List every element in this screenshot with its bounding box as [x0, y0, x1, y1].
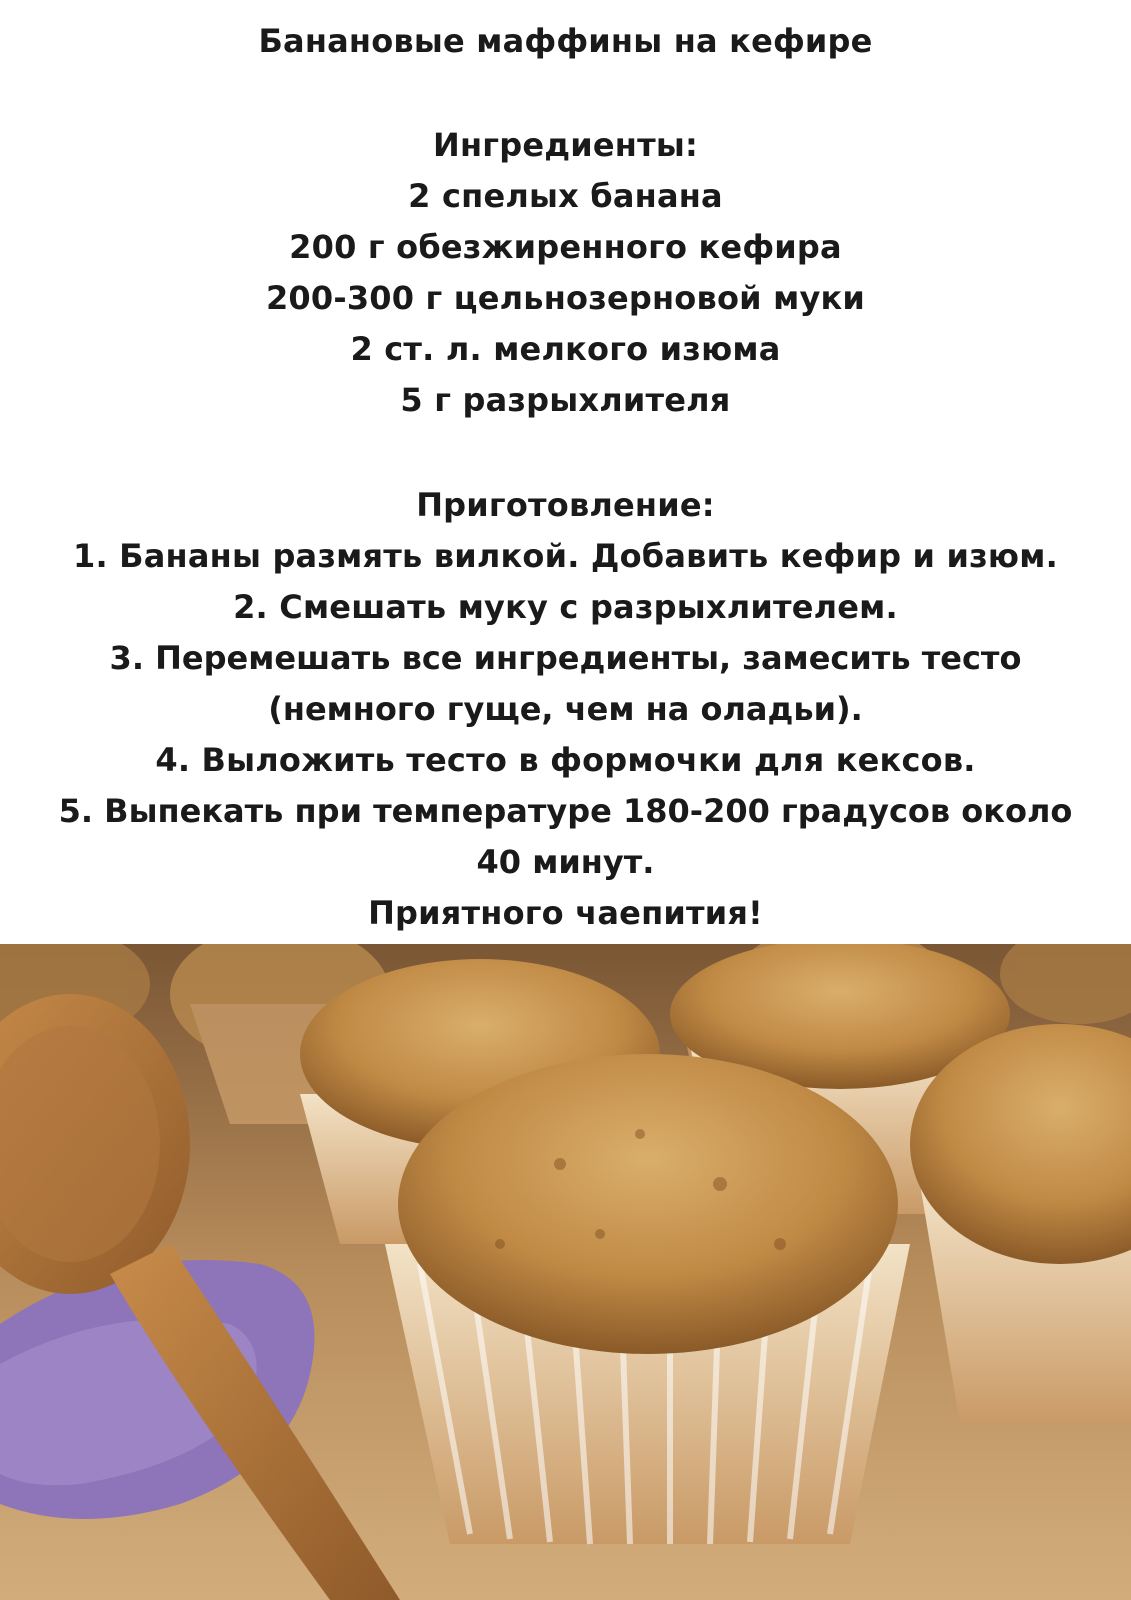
ingredient-item: 5 г разрыхлителя — [400, 381, 731, 419]
preparation-step: 1. Бананы размять вилкой. Добавить кефир и изюм. — [73, 537, 1058, 575]
ingredient-item: 200 г обезжиренного кефира — [289, 228, 842, 266]
preparation-step: 4. Выложить тесто в формочки для кексов. — [155, 741, 976, 779]
preparation-heading: Приготовление: — [416, 486, 715, 524]
ingredient-item: 2 спелых банана — [408, 177, 723, 215]
preparation-step: 2. Смешать муку с разрыхлителем. — [233, 588, 898, 626]
ingredients-heading: Ингредиенты: — [433, 126, 698, 164]
main-muffin — [385, 1054, 910, 1544]
muffins-photo — [0, 944, 1131, 1600]
closing-text: Приятного чаепития! — [368, 894, 763, 932]
muffins-illustration — [0, 944, 1131, 1600]
preparation-step: 3. Перемешать все ингредиенты, замесить тесто (немного гуще, чем на оладьи). — [109, 639, 1022, 728]
preparation-step: 5. Выпекать при температуре 180-200 градусов около 40 минут. — [58, 792, 1073, 881]
preparation-section — [0, 480, 1131, 939]
ingredient-item: 200-300 г цельнозерновой муки — [265, 279, 866, 317]
ingredients-section — [0, 120, 1131, 426]
ingredient-item: 2 ст. л. мелкого изюма — [350, 330, 781, 368]
recipe-title: Банановые маффины на кефире — [258, 22, 873, 60]
